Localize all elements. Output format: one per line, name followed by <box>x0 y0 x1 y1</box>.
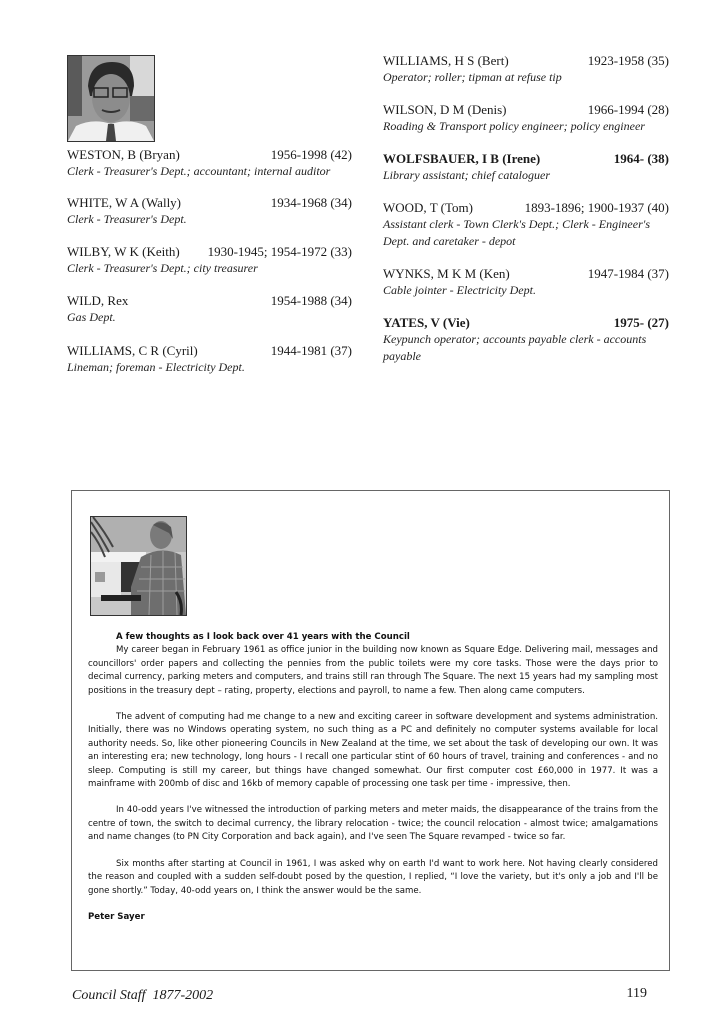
staff-name: YATES, V (Vie) <box>383 315 470 330</box>
staff-role: Cable jointer - Electricity Dept. <box>383 283 536 297</box>
staff-role: Keypunch operator; accounts payable clerk - accounts payable <box>383 332 647 363</box>
article-paragraph: In 40-odd years I've witnessed the introduction of parking meters and meter maids, the disappearance of the trains from the centre of town, the switch to decimal currency, the library relocation - twice; the council relocation - almost twice; amalgamations and name changes (to PN City Corporation and back again), and I've seen The Square revamped - twice so far. <box>88 805 658 843</box>
staff-name: WESTON, B (Bryan) <box>67 147 180 162</box>
staff-years: 1944-1981 (37) <box>270 343 352 358</box>
staff-name: WILD, Rex <box>67 293 129 308</box>
staff-name: WILLIAMS, C R (Cyril) <box>67 343 198 358</box>
article-paragraph: Six months after starting at Council in 1961, I was asked why on earth I'd want to work here. Not having clearly considered the reason and coupled with a sudden self-doubt posed by the question, I replied, “I love the variety, but it's only a job and I'll be gone shortly.” Today, 40-odd years on, I think the answer would be the same. <box>88 858 658 896</box>
staff-entry <box>67 342 352 376</box>
article-paragraph: The advent of computing had me change to a new and exciting career in software development and systems administration. Initially, there was no Windows operating system, no such thing as a PC and definitely no computer systems available for local authority needs. So, like other pioneering Councils in New Zealand at the time, we set about the task of developing our own. It was an interesting era; new technology, long hours - I recall one particular stint of 60 hours of travel, training and conferences - and no sleep. Computing is still my career, but things have changed somewhat. Our first computer cost £60,000 in 1977. It was a mainframe with 200mb of disc and 16kb of memory capable of processing one task per time - impressive, then. <box>88 712 658 790</box>
weston-portrait-photo <box>67 55 155 142</box>
staff-entry <box>383 150 669 184</box>
staff-years: 1954-1988 (34) <box>270 293 352 308</box>
staff-years: 1964- (38) <box>613 151 669 166</box>
staff-entry <box>67 146 352 180</box>
staff-name: WILBY, W K (Keith) <box>67 244 180 259</box>
staff-years: 1956-1998 (42) <box>270 147 352 162</box>
staff-name: WOLFSBAUER, I B (Irene) <box>383 151 541 166</box>
article-title: A few thoughts as I look back over 41 years with the Council <box>116 632 410 642</box>
staff-entry <box>67 194 352 228</box>
staff-entry <box>383 199 669 250</box>
article-paragraph: My career began in February 1961 as office junior in the building now known as Square Edge. Delivering mail, messages and councillors' order papers and collecting the pennies from the public toilets were my core tasks. Those were the days prior to decimal currency, parking meters and computers, and trains still ran through The Square. The next 15 years had my sampling most positions in the treasury dept – rating, property, elections and payroll, to name a few. Then along came computers. <box>88 645 658 696</box>
staff-entry <box>383 314 669 365</box>
staff-entry <box>67 243 352 277</box>
staff-name: WILLIAMS, H S (Bert) <box>383 53 509 68</box>
man-at-computer-image <box>91 517 186 615</box>
staff-years: 1966-1994 (28) <box>587 102 669 117</box>
staff-years: 1893-1896; 1900-1937 (40) <box>524 200 669 215</box>
article-signature: Peter Sayer <box>88 911 145 922</box>
staff-role: Gas Dept. <box>67 310 116 324</box>
staff-entry <box>383 265 669 299</box>
staff-role: Operator; roller; tipman at refuse tip <box>383 70 562 84</box>
staff-years: 1930-1945; 1954-1972 (33) <box>207 244 352 259</box>
staff-years: 1923-1958 (35) <box>587 53 669 68</box>
staff-role: Clerk - Treasurer's Dept.; city treasurer <box>67 261 258 275</box>
staff-name: WHITE, W A (Wally) <box>67 195 182 210</box>
portrait-image <box>68 56 154 141</box>
staff-role: Roading & Transport policy engineer; policy engineer <box>383 119 645 133</box>
staff-name: WOOD, T (Tom) <box>383 200 473 215</box>
staff-role: Library assistant; chief cataloguer <box>383 168 550 182</box>
footer-title: Council Staff 1877-2002 <box>72 988 214 1003</box>
staff-years: 1947-1984 (37) <box>587 266 669 281</box>
staff-entry <box>383 101 669 135</box>
staff-name: WYNKS, M K M (Ken) <box>383 266 510 281</box>
sayer-computer-photo <box>90 516 187 616</box>
staff-entry <box>67 292 352 326</box>
staff-role: Clerk - Treasurer's Dept.; accountant; internal auditor <box>67 164 331 178</box>
staff-name: WILSON, D M (Denis) <box>383 102 507 117</box>
staff-role: Clerk - Treasurer's Dept. <box>67 212 187 226</box>
page-number: 119 <box>626 986 647 1001</box>
staff-entry <box>383 52 669 86</box>
staff-years: 1934-1968 (34) <box>270 195 352 210</box>
staff-role: Assistant clerk - Town Clerk's Dept.; Clerk - Engineer's Dept. and caretaker - depot <box>383 217 650 248</box>
staff-role: Lineman; foreman - Electricity Dept. <box>67 360 245 374</box>
staff-years: 1975- (27) <box>613 315 669 330</box>
article <box>88 631 658 924</box>
